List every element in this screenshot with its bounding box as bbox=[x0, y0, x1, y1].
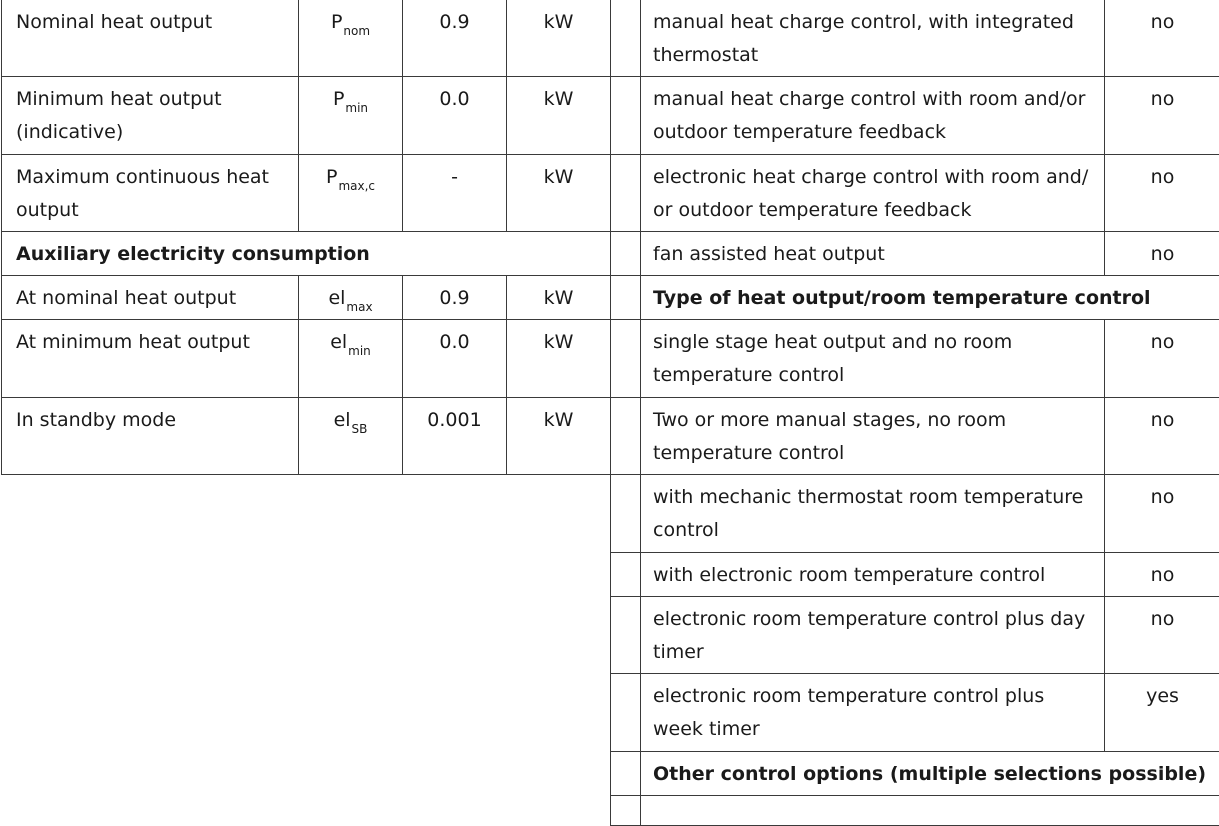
table-row bbox=[611, 796, 1219, 826]
continuation-cell bbox=[641, 796, 1219, 826]
spacer-cell bbox=[611, 77, 641, 155]
value-cell: 0.9 bbox=[403, 0, 507, 77]
table-row bbox=[611, 232, 1219, 276]
heat-output-table bbox=[1, 0, 611, 475]
answer-cell: no bbox=[1105, 155, 1219, 232]
row-label: At minimum heat output bbox=[2, 320, 299, 398]
table-row bbox=[611, 752, 1219, 796]
table-row bbox=[611, 77, 1219, 155]
table-row bbox=[611, 276, 1219, 320]
answer-cell: no bbox=[1105, 232, 1219, 276]
row-label: At nominal heat output bbox=[2, 276, 299, 320]
spacer-cell bbox=[611, 752, 641, 796]
row-label: Minimum heat output (indicative) bbox=[2, 77, 299, 155]
unit-cell: kW bbox=[507, 398, 611, 475]
table-row bbox=[611, 0, 1219, 77]
symbol-cell: $el_{max}$ bbox=[299, 276, 403, 320]
table-row bbox=[2, 276, 611, 320]
row-label: In standby mode bbox=[2, 398, 299, 475]
answer-cell: yes bbox=[1105, 674, 1219, 752]
unit-cell: kW bbox=[507, 320, 611, 398]
row-label: manual heat charge control with room and/or outdoor temperature feedback bbox=[641, 77, 1105, 155]
spacer-cell bbox=[611, 597, 641, 674]
value-cell: 0.0 bbox=[403, 77, 507, 155]
unit-cell: kW bbox=[507, 155, 611, 232]
table-row bbox=[611, 674, 1219, 752]
table-row bbox=[2, 155, 611, 232]
spacer-cell bbox=[611, 0, 641, 77]
value-cell: 0.001 bbox=[403, 398, 507, 475]
table-row bbox=[611, 320, 1219, 398]
control-type-table bbox=[610, 0, 1219, 826]
symbol-cell: $el_{min}$ bbox=[299, 320, 403, 398]
value-cell: 0.9 bbox=[403, 276, 507, 320]
table-row bbox=[611, 597, 1219, 674]
spacer-cell bbox=[611, 674, 641, 752]
spacer-cell bbox=[611, 232, 641, 276]
table-row bbox=[2, 232, 611, 276]
table-row bbox=[611, 553, 1219, 597]
table-row bbox=[2, 398, 611, 475]
row-label: with mechanic thermostat room temperature control bbox=[641, 475, 1105, 553]
row-label: electronic room temperature control plus week timer bbox=[641, 674, 1105, 752]
symbol-cell: $P_{nom}$ bbox=[299, 0, 403, 77]
row-label: fan assisted heat output bbox=[641, 232, 1105, 276]
answer-cell: no bbox=[1105, 398, 1219, 475]
section-heading-other: Other control options (multiple selections possible) bbox=[641, 752, 1219, 796]
answer-cell: no bbox=[1105, 597, 1219, 674]
symbol-cell: $el_{SB}$ bbox=[299, 398, 403, 475]
spacer-cell bbox=[611, 276, 641, 320]
spacer-cell bbox=[611, 320, 641, 398]
section-heading-type: Type of heat output/room temperature control bbox=[641, 276, 1219, 320]
section-heading-auxiliary: Auxiliary electricity consumption bbox=[2, 232, 611, 276]
table-row bbox=[611, 398, 1219, 475]
answer-cell: no bbox=[1105, 475, 1219, 553]
table-row bbox=[2, 77, 611, 155]
table-row bbox=[611, 475, 1219, 553]
table-row bbox=[2, 320, 611, 398]
spacer-cell bbox=[611, 475, 641, 553]
answer-cell: no bbox=[1105, 320, 1219, 398]
row-label: with electronic room temperature control bbox=[641, 553, 1105, 597]
row-label: Nominal heat output bbox=[2, 0, 299, 77]
symbol-cell: $P_{min}$ bbox=[299, 77, 403, 155]
row-label: manual heat charge control, with integrated thermostat bbox=[641, 0, 1105, 77]
unit-cell: kW bbox=[507, 77, 611, 155]
answer-cell: no bbox=[1105, 77, 1219, 155]
row-label: single stage heat output and no room temperature control bbox=[641, 320, 1105, 398]
row-label: electronic heat charge control with room and/ or outdoor temperature feedback bbox=[641, 155, 1105, 232]
value-cell: 0.0 bbox=[403, 320, 507, 398]
row-label: Two or more manual stages, no room temperature control bbox=[641, 398, 1105, 475]
spacer-cell bbox=[611, 155, 641, 232]
row-label: Maximum continuous heat output bbox=[2, 155, 299, 232]
unit-cell: kW bbox=[507, 276, 611, 320]
spacer-cell bbox=[611, 398, 641, 475]
unit-cell: kW bbox=[507, 0, 611, 77]
spacer-cell bbox=[611, 796, 641, 826]
row-label: electronic room temperature control plus day timer bbox=[641, 597, 1105, 674]
answer-cell: no bbox=[1105, 0, 1219, 77]
value-cell: - bbox=[403, 155, 507, 232]
symbol-cell: $P_{max,c}$ bbox=[299, 155, 403, 232]
table-row bbox=[2, 0, 611, 77]
table-row bbox=[611, 155, 1219, 232]
answer-cell: no bbox=[1105, 553, 1219, 597]
spacer-cell bbox=[611, 553, 641, 597]
